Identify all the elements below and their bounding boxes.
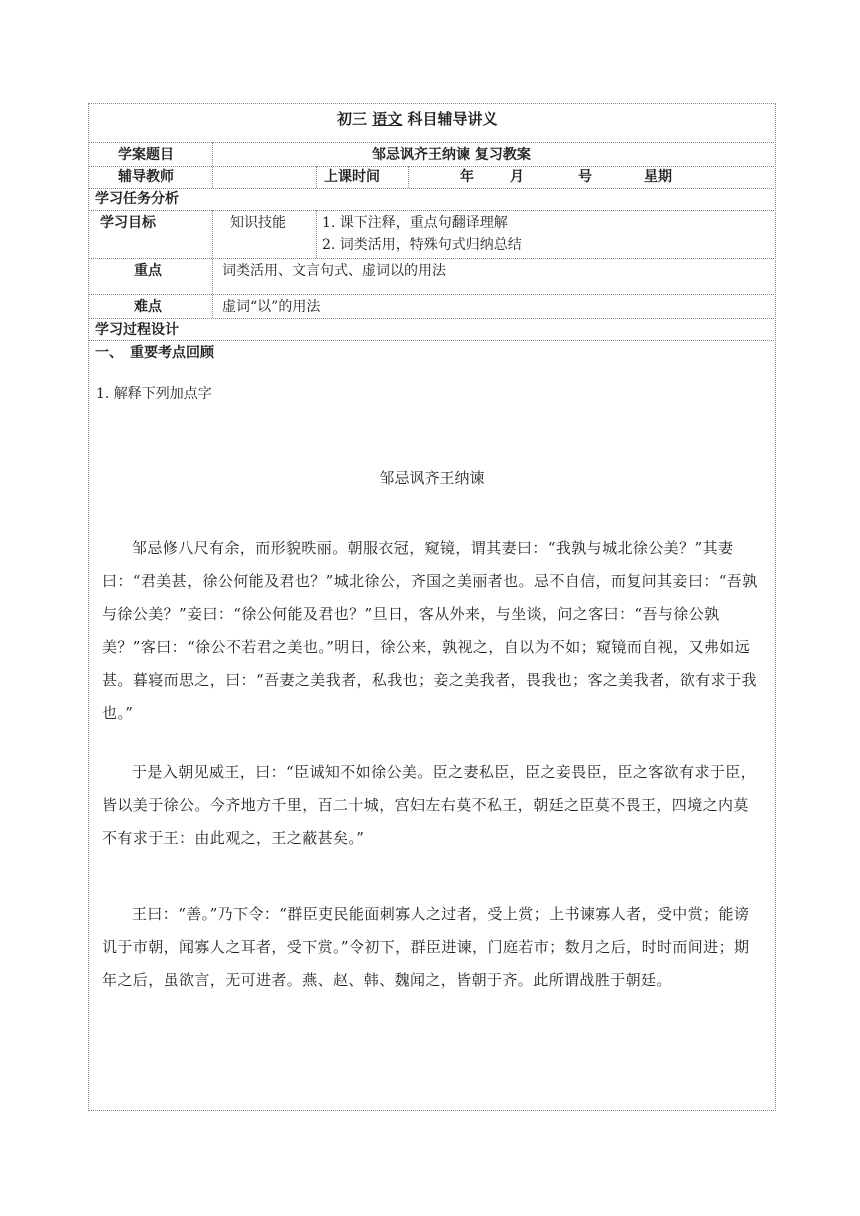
class-time-label: 上课时间 [324, 169, 380, 185]
task-one-heading: 1. 解释下列加点字 [96, 386, 212, 402]
page-header [337, 109, 498, 129]
divider [88, 188, 776, 189]
passage-paragraph-3: 王曰：“善。”乃下令：“群臣吏民能面刺寡人之过者，受上赏；上书谏寡人者，受中赏；能谤讥于市朝，闻寡人之耳者，受下赏。”令初下，群臣进谏，门庭若市；数月之后，时时而间进；期年之后，虽欲言，无可进者。燕、赵、韩、魏闻之，皆朝于齐。此所谓战胜于朝廷。 [102, 905, 750, 989]
difficulty-value: 虚词“以”的用法 [222, 299, 321, 315]
key-point-value: 词类活用、文言句式、虚词以的用法 [222, 263, 446, 279]
goal-type: 知识技能 [230, 215, 286, 231]
date-day: 号 [578, 169, 592, 185]
process-section-title: 学习过程设计 [95, 322, 179, 338]
divider [408, 166, 409, 188]
passage-paragraph-1: 邹忌修八尺有余，而形貌昳丽。朝服衣冠，窥镜，谓其妻曰：“我孰与城北徐公美？”其妻曰：“君美甚，徐公何能及君也？”城北徐公，齐国之美丽者也。忌不自信，而复问其妾曰：“吾孰与徐公美？”妾曰：“徐公何能及君也？”旦日，客从外来，与坐谈，问之客曰：“吾与徐公孰美？”客曰：“徐公不若君之美也。”明日，徐公来，孰视之，自以为不如；窥镜而自视，又弗如远甚。暮寝而思之，曰：“吾妻之美我者，私我也；妾之美我者，畏我也；客之美我者，欲有求于我也。” [102, 539, 758, 722]
teacher-label: 辅导教师 [118, 169, 174, 185]
date-month: 月 [510, 169, 524, 185]
topic-value: 邹忌讽齐王纳谏 复习教案 [372, 147, 531, 163]
analysis-section-title: 学习任务分析 [95, 191, 179, 207]
passage-title: 邹忌讽齐王纳谏 [379, 469, 485, 487]
header-prefix: 初三 [337, 110, 368, 128]
header-suffix: 科目辅导讲义 [407, 110, 498, 128]
date-weekday: 星期 [644, 169, 672, 185]
divider [88, 258, 776, 259]
divider [88, 340, 776, 341]
divider [316, 166, 317, 188]
difficulty-label: 难点 [134, 299, 162, 315]
date-year: 年 [460, 169, 474, 185]
divider [88, 294, 776, 295]
passage-paragraph-2: 于是入朝见威王，曰：“臣诚知不如徐公美。臣之妻私臣，臣之妾畏臣，臣之客欲有求于臣，皆以美于徐公。今齐地方千里，百二十城，宫妇左右莫不私王，朝廷之臣莫不畏王，四境之内莫不有求于王：由此观之，王之蔽甚矣。” [102, 763, 757, 847]
divider [212, 142, 213, 188]
header-subject: 语文 [372, 110, 403, 128]
divider [316, 210, 317, 258]
divider [88, 318, 776, 319]
divider [88, 210, 776, 211]
divider [88, 142, 776, 143]
goal-item-2: 2. 词类活用，特殊句式归纳总结 [322, 237, 522, 253]
goal-label: 学习目标 [100, 215, 156, 231]
goal-item-1: 1. 课下注释，重点句翻译理解 [322, 215, 508, 231]
part-one-heading: 一、 重要考点回顾 [95, 345, 214, 361]
key-point-label: 重点 [134, 263, 162, 279]
topic-label: 学案题目 [118, 147, 174, 163]
divider [212, 210, 213, 318]
divider [88, 166, 776, 167]
